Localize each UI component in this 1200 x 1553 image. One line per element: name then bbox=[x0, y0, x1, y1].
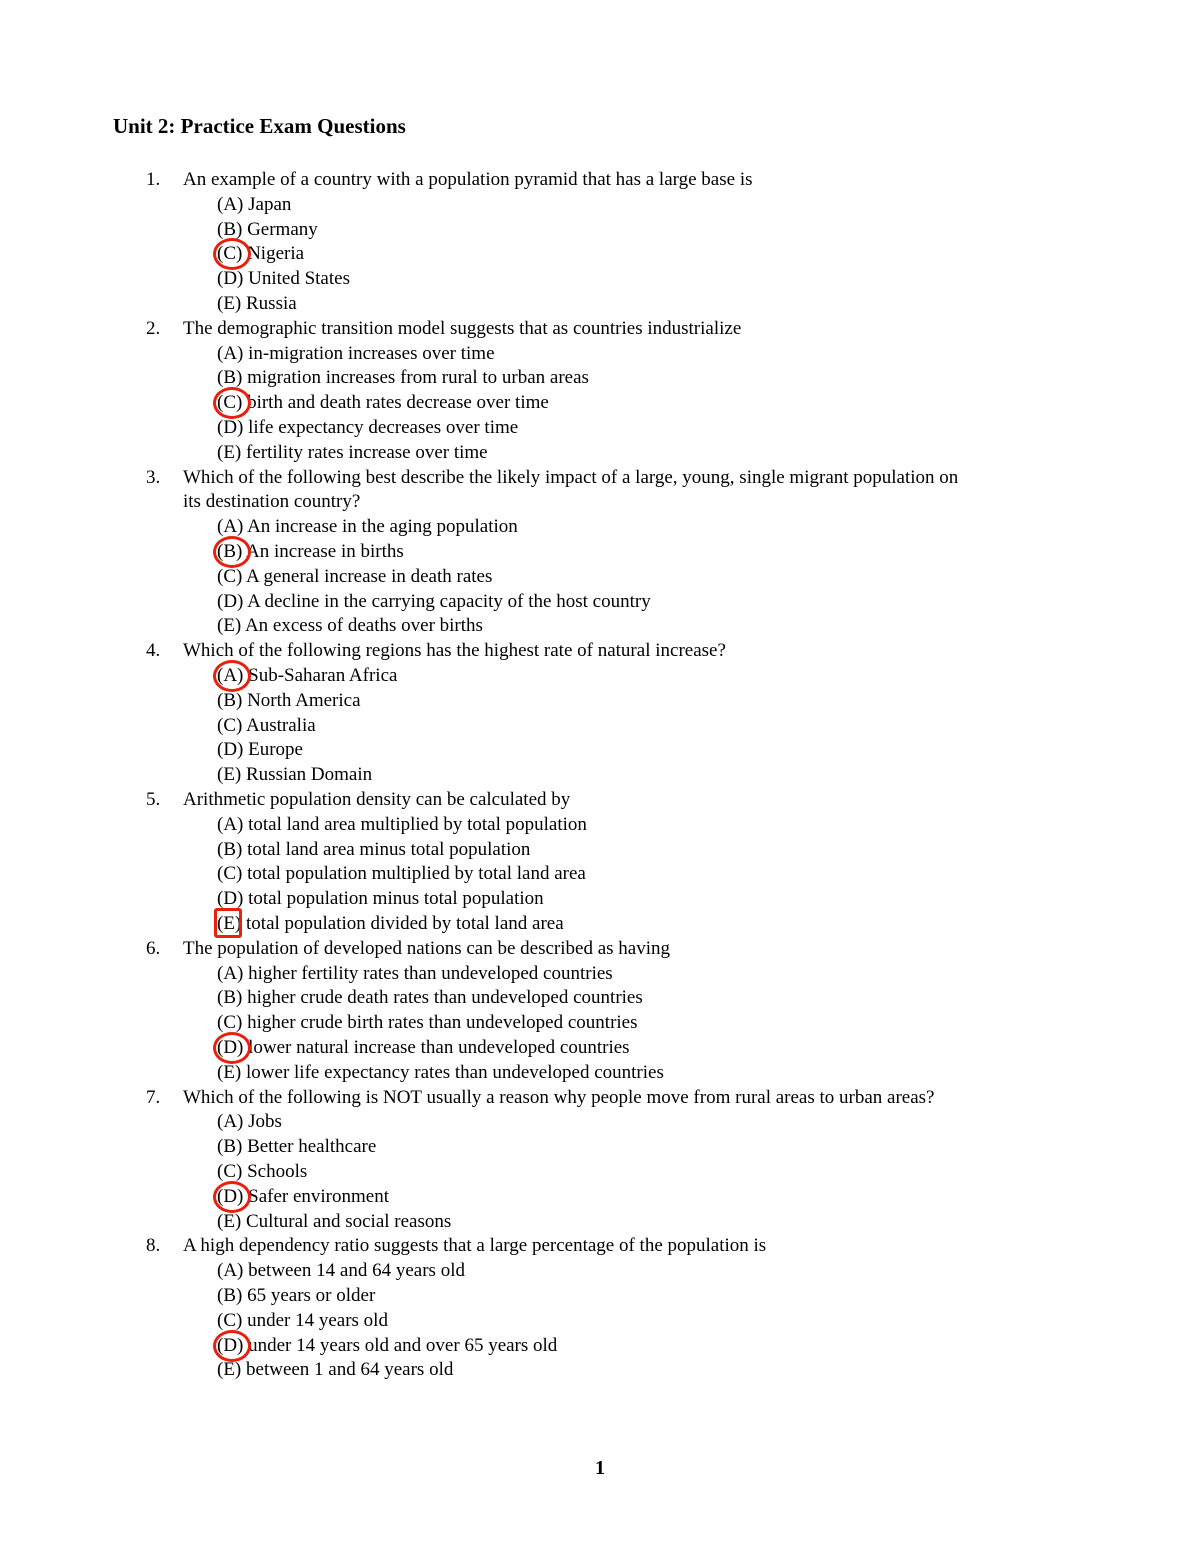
answer-option-d: (D) Safer environment bbox=[217, 1185, 389, 1207]
answer-option-e: (E) An excess of deaths over births bbox=[217, 615, 483, 637]
question-text: A high dependency ratio suggests that a large percentage of the population is bbox=[183, 1235, 767, 1257]
answer-option-a: (A) Jobs bbox=[217, 1111, 282, 1133]
answer-option-b: (B) migration increases from rural to urban areas bbox=[217, 367, 589, 389]
answer-option-d: (D) total population minus total population bbox=[217, 888, 544, 910]
answer-option-c: (C) Schools bbox=[217, 1161, 308, 1182]
answer-option-c: (C) A general increase in death rates bbox=[217, 565, 493, 587]
answer-option-c: (C) Australia bbox=[217, 714, 316, 736]
answer-option-e: (E) lower life expectancy rates than undeveloped countries bbox=[217, 1061, 664, 1083]
answer-option-d: (D) under 14 years old and over 65 years old bbox=[217, 1334, 558, 1356]
question-number: 3. bbox=[146, 466, 161, 488]
answer-option-b: (B) Germany bbox=[217, 218, 318, 240]
answer-option-e: (E) Russia bbox=[217, 293, 297, 314]
question-number: 5. bbox=[146, 789, 161, 810]
question-number: 8. bbox=[146, 1235, 161, 1257]
answer-option-d: (D) A decline in the carrying capacity of the host country bbox=[217, 590, 651, 612]
answer-option-a: (A) Japan bbox=[217, 193, 292, 215]
question-text: The population of developed nations can be described as having bbox=[183, 937, 670, 959]
question-text: its destination country? bbox=[183, 491, 361, 513]
question-text: The demographic transition model suggests that as countries industrialize bbox=[183, 317, 742, 339]
question-number: 2. bbox=[146, 317, 161, 339]
answer-option-b: (B) 65 years or older bbox=[217, 1285, 376, 1306]
answer-option-b: (B) total land area minus total population bbox=[217, 838, 531, 860]
answer-option-d: (D) United States bbox=[217, 268, 350, 290]
answer-option-a: (A) higher fertility rates than undeveloped countries bbox=[217, 962, 613, 984]
page-number: 1 bbox=[595, 1457, 605, 1479]
answer-option-e: (E) fertility rates increase over time bbox=[217, 441, 488, 463]
answer-option-d: (D) lower natural increase than undeveloped countries bbox=[217, 1037, 630, 1058]
question-text: Which of the following is NOT usually a reason why people move from rural areas to urban areas? bbox=[183, 1086, 935, 1108]
answer-option-e: (E) between 1 and 64 years old bbox=[217, 1359, 454, 1381]
question-text: Arithmetic population density can be calculated by bbox=[183, 789, 571, 810]
answer-option-a: (A) in-migration increases over time bbox=[217, 342, 495, 364]
question-number: 7. bbox=[146, 1086, 161, 1108]
page-title: Unit 2: Practice Exam Questions bbox=[113, 114, 406, 138]
answer-option-a: (A) Sub-Saharan Africa bbox=[217, 665, 398, 686]
question-number: 1. bbox=[146, 169, 161, 190]
answer-option-b: (B) Better healthcare bbox=[217, 1136, 377, 1158]
question-text: An example of a country with a population pyramid that has a large base is bbox=[183, 169, 753, 190]
question-number: 6. bbox=[146, 937, 161, 959]
answer-option-e: (E) Cultural and social reasons bbox=[217, 1210, 452, 1232]
answer-option-d: (D) Europe bbox=[217, 739, 303, 761]
answer-option-c: (C) total population multiplied by total land area bbox=[217, 863, 586, 885]
answer-option-a: (A) between 14 and 64 years old bbox=[217, 1260, 465, 1282]
answer-option-b: (B) higher crude death rates than undeveloped countries bbox=[217, 987, 643, 1009]
answer-option-a: (A) total land area multiplied by total population bbox=[217, 813, 587, 835]
answer-option-e: (E) Russian Domain bbox=[217, 764, 373, 786]
answer-option-b: (B) North America bbox=[217, 689, 361, 711]
question-text: Which of the following best describe the likely impact of a large, young, single migrant population on bbox=[183, 466, 959, 488]
answer-option-c: (C) under 14 years old bbox=[217, 1309, 388, 1331]
answer-option-e: (E) total population divided by total land area bbox=[217, 913, 564, 934]
question-text: Which of the following regions has the highest rate of natural increase? bbox=[183, 640, 726, 662]
question-number: 4. bbox=[146, 640, 161, 662]
answer-option-c: (C) higher crude birth rates than undeveloped countries bbox=[217, 1012, 638, 1034]
answer-option-c: (C) Nigeria bbox=[217, 243, 305, 265]
answer-option-c: (C) birth and death rates decrease over time bbox=[217, 392, 549, 414]
answer-option-b: (B) An increase in births bbox=[217, 541, 404, 562]
answer-option-d: (D) life expectancy decreases over time bbox=[217, 417, 519, 438]
answer-option-a: (A) An increase in the aging population bbox=[217, 516, 518, 538]
